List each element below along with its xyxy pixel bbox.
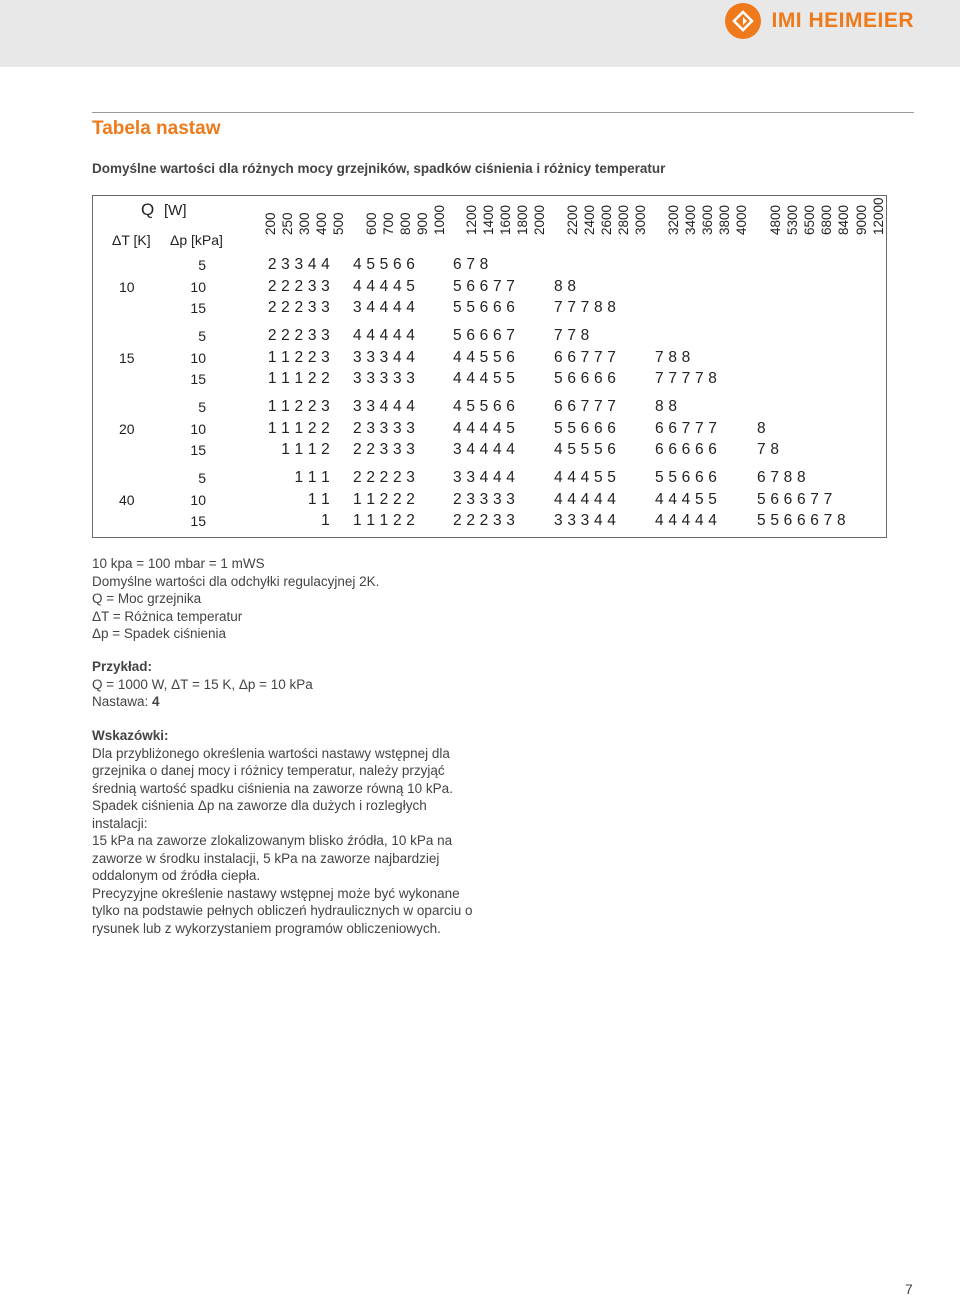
setting-cell: 4 4 4 4 4 [554,490,617,508]
power-header: 2200 [565,204,580,235]
setting-cell: 2 3 3 3 3 [353,419,416,437]
setting-cell: 4 4 4 4 5 [353,277,416,295]
setting-cell: 2 2 2 3 3 [453,512,516,529]
brand-logo [725,0,914,42]
setting-cell: 4 5 5 5 6 [554,441,617,458]
tips-heading: Wskazówki: [92,728,169,743]
setting-label: Nastawa: [92,694,153,709]
dp-value: 5 [198,328,206,344]
table-subtitle: Domyślne wartości dla różnych mocy grzejników, spadków ciśnienia i różnicy temperatur [92,161,666,176]
tip-line: instalacji: [92,815,148,831]
setting-cell: 2 2 3 3 3 [353,441,416,458]
setting-cell: 4 5 5 6 6 [353,256,416,273]
setting-cell: 7 7 7 7 8 [655,370,718,387]
dp-value: 10 [190,420,206,437]
setting-cell: 4 4 5 5 6 [453,348,516,366]
example-setting [92,693,313,711]
power-header: 2400 [582,204,598,235]
title-divider [92,112,914,113]
dp-value: 5 [198,257,206,273]
power-header: 1200 [464,204,479,235]
power-header: 9000 [853,204,869,235]
dp-value: 10 [190,349,206,366]
power-header: 4000 [734,204,750,235]
dt-value: 10 [119,278,135,295]
power-header: 1800 [515,204,531,235]
diamond-logo-icon [725,3,761,39]
dt-value: 15 [119,349,135,366]
setting-cell: 1 1 2 2 2 [353,490,416,508]
power-header: 8400 [836,204,852,235]
setting-cell: 1 1 1 [294,469,330,486]
power-header: 3200 [666,204,681,235]
power-header: 250 [280,212,296,235]
dt-header: ΔT [K] [112,232,151,248]
legend [92,555,379,643]
setting-cell: 4 4 4 5 5 [655,490,718,508]
tip-line: Dla przybliżonego określenia wartości nastawy wstępnej dla [92,745,450,761]
q-unit: [W] [164,202,187,219]
power-header: 1600 [498,204,514,235]
setting-cell: 3 4 4 4 4 [453,441,516,458]
power-header: 3000 [633,204,649,235]
tip-line: średnią wartość spadku ciśnienia na zaworze równą 10 kPa. [92,780,453,796]
tip-line: Precyzyjne określenie nastawy wstępnej może być wykonane [92,885,460,901]
power-header: 3800 [717,204,733,235]
setting-cell: 3 3 3 3 3 [353,370,416,387]
legend-line: 10 kpa = 100 mbar = 1 mWS [92,556,265,571]
power-header: 400 [314,212,330,235]
power-header: 5300 [785,204,801,235]
dp-value: 15 [190,371,206,387]
setting-cell: 4 4 4 4 4 [655,512,718,529]
brand-name: IMI HEIMEIER [771,9,914,32]
setting-cell: 6 7 8 [453,256,489,273]
example-heading: Przykład: [92,659,153,674]
setting-cell: 7 7 8 [554,327,590,344]
setting-cell: 4 5 5 6 6 [453,398,516,415]
header-bar [0,0,960,67]
setting-cell: 2 3 3 3 3 [453,490,516,508]
dt-value: 20 [119,420,135,437]
power-header: 900 [415,212,431,235]
setting-cell: 5 6 6 6 7 [453,327,516,344]
tip-line: oddalonym od źródła ciepła. [92,868,261,883]
power-header: 2800 [616,204,632,235]
setting-cell: 7 8 [757,441,780,458]
tips-section [92,727,472,937]
setting-cell: 4 4 4 4 5 [453,419,516,437]
setting-cell: 1 1 2 2 3 [267,348,330,366]
setting-cell: 6 6 6 6 6 [655,441,718,458]
setting-cell: 2 3 3 4 4 [267,256,330,273]
tip-line: zaworze w środku instalacji, 5 kPa na zaworze najbardziej [92,850,440,866]
setting-cell: 3 3 4 4 4 [353,398,416,415]
setting-cell: 3 4 4 4 4 [353,299,416,316]
tip-line: Spadek ciśnienia Δp na zaworze dla dużych i rozległych [92,798,427,813]
power-header: 300 [297,212,313,235]
dp-value: 15 [190,442,206,458]
dp-value: 5 [198,399,206,415]
setting-cell: 1 [321,512,330,529]
power-header: 200 [263,212,278,235]
power-header: 800 [398,212,414,235]
setting-cell: 5 5 6 6 6 [554,419,617,437]
setting-cell: 4 4 4 5 5 [453,370,516,387]
example-line: Q = 1000 W, ΔT = 15 K, Δp = 10 kPa [92,676,313,692]
power-header: 4800 [768,204,783,235]
legend-line: Δp = Spadek ciśnienia [92,626,226,641]
setting-cell: 1 1 1 2 2 [353,512,416,529]
setting-cell: 2 2 2 3 3 [267,327,330,344]
power-header: 700 [381,212,397,235]
dp-value: 15 [190,300,206,316]
setting-cell: 3 3 3 4 4 [353,348,416,366]
setting-cell: 4 4 4 4 4 [353,327,416,344]
dp-value: 5 [198,470,206,486]
setting-cell: 5 6 6 6 6 [554,370,617,387]
power-header: 600 [364,212,379,235]
setting-cell: 1 1 1 2 2 [267,370,330,387]
tip-line: tylko na podstawie pełnych obliczeń hydraulicznych w oparciu o [92,903,473,918]
dp-value: 15 [190,513,206,529]
setting-cell: 7 7 7 8 8 [554,299,617,316]
dp-value: 10 [190,278,206,295]
dt-value: 40 [119,491,135,508]
legend-line: Q = Moc grzejnika [92,591,202,606]
tip-line: 15 kPa na zaworze zlokalizowanym blisko źródła, 10 kPa na [92,833,453,848]
setting-cell: 1 1 2 2 3 [267,398,330,415]
power-header: 2600 [599,204,615,235]
legend-line: ΔT = Różnica temperatur [92,608,243,624]
setting-cell: 1 1 1 2 [281,441,330,458]
power-header: 1000 [432,204,448,235]
dp-header: Δp [kPa] [170,232,223,248]
power-header: 12000 [870,197,886,235]
setting-cell: 5 5 6 6 6 [655,469,718,486]
power-header: 1400 [481,204,497,235]
setting-cell: 5 6 6 6 7 7 [757,490,833,508]
setting-value: 4 [152,694,160,709]
power-header: 2000 [532,204,548,235]
setting-cell: 4 4 4 5 5 [554,469,617,486]
q-label: Q [141,200,155,219]
setting-cell: 2 2 2 3 3 [267,299,330,316]
setting-cell: 5 6 6 7 7 [453,277,516,295]
power-header: 6500 [802,204,818,235]
setting-cell: 2 2 2 3 3 [267,277,330,295]
tip-line: rysunek lub z wykorzystaniem programów obliczeniowych. [92,920,441,936]
page-number: 7 [905,1281,913,1297]
setting-cell: 8 8 [554,277,577,295]
setting-cell: 7 8 8 [655,348,691,366]
power-header: 3600 [700,204,716,235]
power-header: 500 [331,212,347,235]
page-title: Tabela nastaw [92,118,221,139]
dp-value: 10 [190,491,206,508]
setting-cell: 1 1 [307,490,330,508]
setting-cell: 6 7 8 8 [757,469,806,486]
setting-cell: 6 6 7 7 7 [554,398,617,415]
setting-cell: 2 2 2 2 3 [353,469,416,486]
power-header: 3400 [683,204,699,235]
setting-cell: 8 [757,419,766,437]
legend-line: Domyślne wartości dla odchyłki regulacyjnej 2K. [92,573,380,589]
setting-cell: 8 8 [655,398,678,415]
tip-line: grzejnika o danej mocy i różnicy temperatur, należy przyjąć [92,763,445,778]
setting-cell: 6 6 7 7 7 [554,348,617,366]
example-section [92,658,313,711]
setting-cell: 3 3 4 4 4 [453,469,516,486]
setting-cell: 5 5 6 6 6 [453,299,516,316]
setting-cell: 5 5 6 6 6 7 8 [757,512,846,529]
setting-cell: 6 6 7 7 7 [655,419,718,437]
power-header: 6800 [819,204,835,235]
setting-cell: 3 3 3 4 4 [554,512,617,529]
setting-cell: 1 1 1 2 2 [267,419,330,437]
